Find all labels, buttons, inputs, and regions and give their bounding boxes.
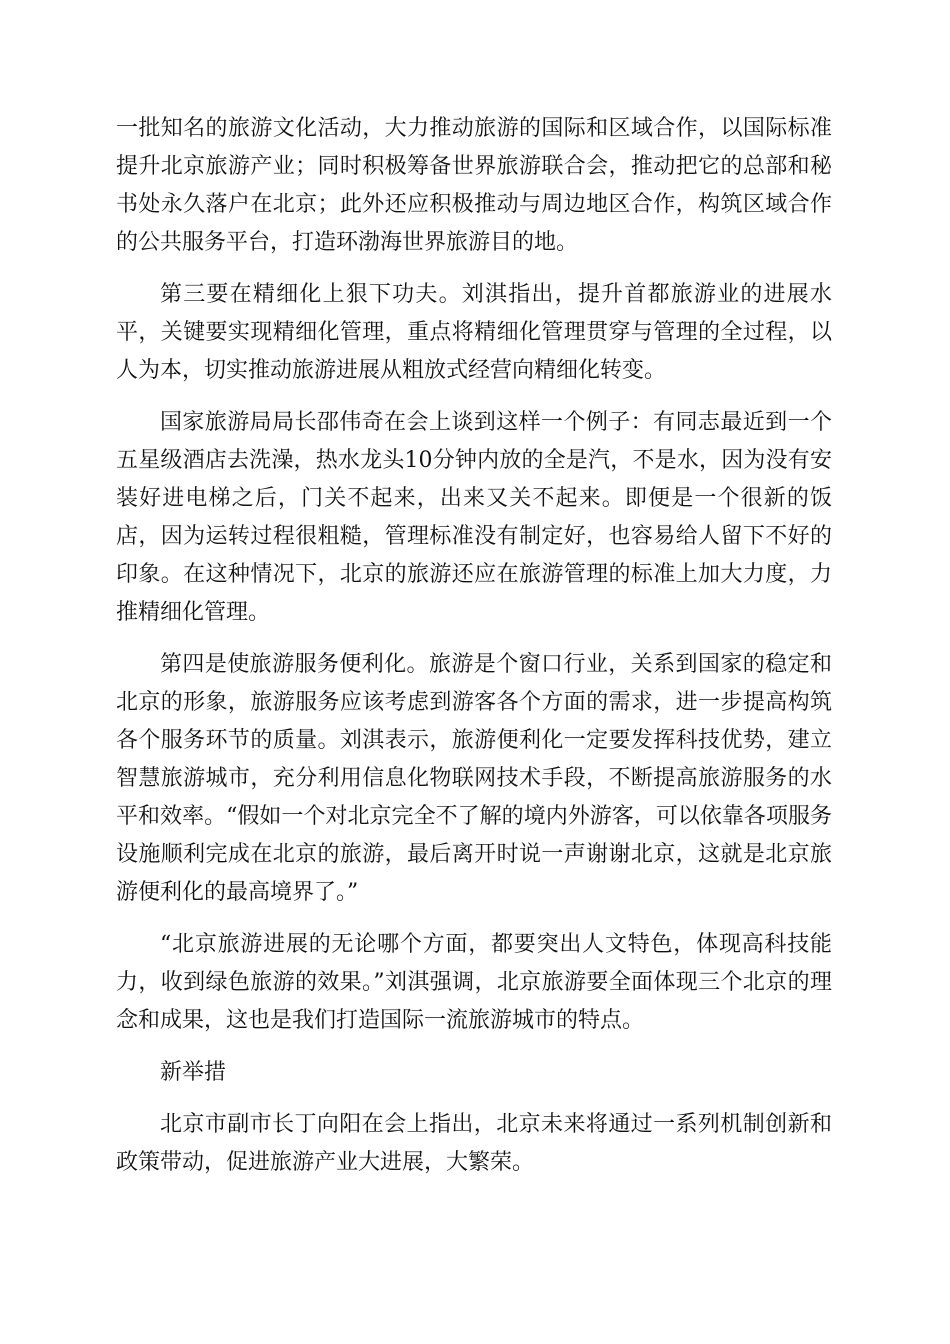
document-body (116, 110, 832, 1196)
paragraph-continuation: 一批知名的旅游文化活动，大力推动旅游的国际和区域合作，以国际标准提升北京旅游产业；同时积极筹备世界旅游联合会，推动把它的总部和秘书处永久落户在北京；此外还应积极推动与周边地区合作，构筑区域合作的公共服务平台，打造环渤海世界旅游目的地。 (116, 116, 832, 255)
paragraph-convenience: 第四是使旅游服务便利化。旅游是个窗口行业，关系到国家的稳定和北京的形象，旅游服务应该考虑到游客各个方面的需求，进一步提高构筑各个服务环节的质量。刘淇表示，旅游便利化一定要发挥科技优势，建立智慧旅游城市，充分利用信息化物联网技术手段，不断提高旅游服务的水平和效率。“假如一个对北京完全不了解的境内外游客，可以依靠各项服务设施顺利完成在北京的旅游，最后离开时说一声谢谢北京，这就是北京旅游便利化的最高境界了。” (116, 652, 832, 905)
paragraph-refinement: 第三要在精细化上狠下功夫。刘淇指出，提升首都旅游业的进展水平，关键要实现精细化管理，重点将精细化管理贯穿与管理的全过程，以人为本，切实推动旅游进展从粗放式经营向精细化转变。 (116, 282, 832, 383)
paragraph-quote: “北京旅游进展的无论哪个方面，都要突出人文特色，体现高科技能力，收到绿色旅游的效果。”刘淇强调，北京旅游要全面体现三个北京的理念和成果，这也是我们打造国际一流旅游城市的特点。 (116, 932, 832, 1033)
paragraph-closing: 北京市副市长丁向阳在会上指出，北京未来将通过一系列机制创新和政策带动，促进旅游产业大进展，大繁荣。 (116, 1112, 832, 1175)
paragraph-hotel-example: 国家旅游局局长邵伟奇在会上谈到这样一个例子：有同志最近到一个五星级酒店去洗澡，热水龙头10分钟内放的全是汽，不是水，因为没有安装好进电梯之后，门关不起来，出来又关不起来。即便是一个很新的饭店，因为运转过程很粗糙，管理标准没有制定好，也容易给人留下不好的印象。在这种情况下，北京的旅游还应在旅游管理的标准上加大力度，力推精细化管理。 (116, 410, 832, 625)
section-heading: 新举措 (160, 1060, 227, 1085)
